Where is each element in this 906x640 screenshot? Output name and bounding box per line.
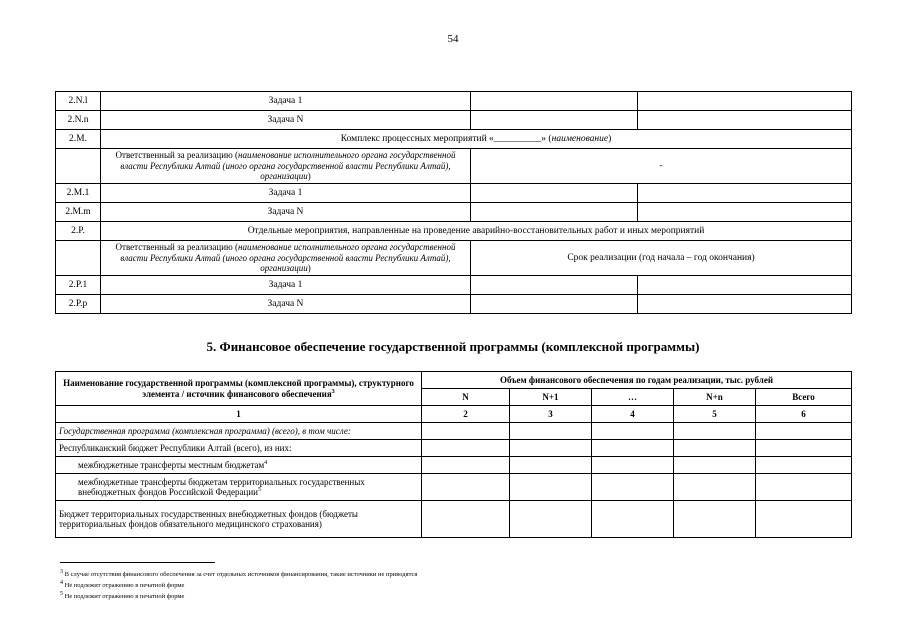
label-text: ) <box>307 263 311 274</box>
row-label: Задача 1 <box>101 184 471 203</box>
row-code: 2.M. <box>56 130 101 149</box>
empty-cell <box>592 440 674 457</box>
empty-cell <box>471 295 638 314</box>
empty-cell <box>592 501 674 538</box>
header-row <box>56 372 852 389</box>
empty-cell <box>592 474 674 501</box>
label-italic: наименование исполнительного органа государственной власти Республики Алтай (иного органа государственной власти Республики Алтай), организации <box>120 150 456 182</box>
empty-cell <box>674 474 756 501</box>
responsible-value: - <box>471 149 852 184</box>
responsible-cell <box>101 241 471 276</box>
row-label: Республиканский бюджет Республики Алтай (всего), из них: <box>56 440 422 457</box>
program-structure-table <box>55 91 852 314</box>
empty-cell <box>592 457 674 474</box>
label-text: ) <box>307 171 311 182</box>
footnote-divider <box>60 562 215 563</box>
table-row <box>56 474 852 501</box>
empty-cell <box>674 440 756 457</box>
row-label-cell <box>56 474 422 501</box>
row-label: Задача 1 <box>101 276 471 295</box>
table-row <box>56 423 852 440</box>
empty-cell <box>422 457 510 474</box>
year-col-header: N+1 <box>510 389 592 406</box>
column-number: 1 <box>56 406 422 423</box>
footnote-text: Не подлежит отражению в печатной форме <box>64 593 185 600</box>
empty-cell <box>471 184 638 203</box>
table-row <box>56 184 852 203</box>
empty-cell <box>510 423 592 440</box>
header-volume: Объем финансового обеспечения по годам реализации, тыс. рублей <box>422 372 852 389</box>
row-label: межбюджетные трансферты местным бюджетам <box>78 459 265 470</box>
empty-cell <box>510 474 592 501</box>
empty-cell <box>638 276 852 295</box>
row-code: 2.P.p <box>56 295 101 314</box>
column-number: 3 <box>510 406 592 423</box>
label-italic: наименование исполнительного органа государственной власти Республики Алтай (иного органа государственной власти Республики Алтай), организации <box>120 242 456 274</box>
label-text: Ответственный за реализацию ( <box>115 150 239 161</box>
empty-cell <box>422 440 510 457</box>
footnote-ref: 4 <box>264 459 268 466</box>
empty-cell <box>510 457 592 474</box>
year-col-header: N+n <box>674 389 756 406</box>
table-row <box>56 440 852 457</box>
row-code: 2.N.n <box>56 111 101 130</box>
empty-cell <box>422 501 510 538</box>
complex-measures-header <box>101 130 852 149</box>
empty-cell <box>422 423 510 440</box>
empty-cell <box>471 276 638 295</box>
total-col-header: Всего <box>756 389 852 406</box>
table-row <box>56 295 852 314</box>
label-text: Комплекс процессных мероприятий «__________» ( <box>340 134 552 144</box>
row-label: Задача N <box>101 111 471 130</box>
empty-cell <box>638 295 852 314</box>
empty-cell <box>471 92 638 111</box>
row-code: 2.M.1 <box>56 184 101 203</box>
footnote <box>60 591 417 602</box>
table-row <box>56 241 852 276</box>
financing-table <box>55 371 852 538</box>
column-number: 2 <box>422 406 510 423</box>
row-code: 2.N.l <box>56 92 101 111</box>
label-italic: наименование <box>551 134 609 144</box>
row-label-cell <box>56 457 422 474</box>
year-col-header: … <box>592 389 674 406</box>
footnote-ref: 3 <box>331 388 335 395</box>
empty-cell <box>674 501 756 538</box>
empty-cell <box>56 241 101 276</box>
empty-cell <box>756 423 852 440</box>
footnotes <box>60 569 417 602</box>
row-code: 2.P. <box>56 222 101 241</box>
column-number: 6 <box>756 406 852 423</box>
row-label: Задача 1 <box>101 92 471 111</box>
row-label: Задача N <box>101 295 471 314</box>
table-row <box>56 149 852 184</box>
header-name-cell <box>56 372 422 406</box>
empty-cell <box>510 501 592 538</box>
page-number: 54 <box>447 33 459 45</box>
row-code: 2.M.m <box>56 203 101 222</box>
year-col-header: N <box>422 389 510 406</box>
table-row <box>56 130 852 149</box>
separate-measures-header: Отдельные мероприятия, направленные на проведение аварийно-восстановительных работ и иных мероприятий <box>101 222 852 241</box>
empty-cell <box>638 203 852 222</box>
empty-cell <box>756 501 852 538</box>
footnote-number: 3 <box>60 568 63 575</box>
table-row <box>56 92 852 111</box>
empty-cell <box>674 457 756 474</box>
empty-cell <box>674 423 756 440</box>
empty-cell <box>56 149 101 184</box>
row-code: 2.P.1 <box>56 276 101 295</box>
footnote <box>60 569 417 580</box>
empty-cell <box>638 92 852 111</box>
empty-cell <box>471 111 638 130</box>
footnote-text: В случае отсутствия финансового обеспечения за счет отдельных источников финансирования, такие источники не приводятся <box>64 571 418 578</box>
empty-cell <box>756 440 852 457</box>
table-row <box>56 203 852 222</box>
footnote <box>60 580 417 591</box>
row-label: Бюджет территориальных государственных внебюджетных фондов (бюджеты территориальных фондов обязательного медицинского страхования) <box>56 501 422 538</box>
table-row <box>56 222 852 241</box>
column-number-row <box>56 406 852 423</box>
empty-cell <box>756 457 852 474</box>
empty-cell <box>510 440 592 457</box>
column-number: 4 <box>592 406 674 423</box>
row-label: Задача N <box>101 203 471 222</box>
empty-cell <box>592 423 674 440</box>
footnote-number: 4 <box>60 579 63 586</box>
empty-cell <box>471 203 638 222</box>
column-number: 5 <box>674 406 756 423</box>
row-label: Государственная программа (комплексная программа) (всего), в том числе: <box>56 423 422 440</box>
table-row <box>56 111 852 130</box>
header-name: Наименование государственной программы (комплексной программы), структурного элемента / источник финансового обеспечения <box>63 378 414 399</box>
table-row <box>56 457 852 474</box>
responsible-value: Срок реализации (год начала – год окончания) <box>471 241 852 276</box>
row-label: межбюджетные трансферты бюджетам территориальных государственных внебюджетных фондов Российской Федерации <box>78 476 365 497</box>
table-row <box>56 276 852 295</box>
footnote-number: 5 <box>60 590 63 597</box>
empty-cell <box>638 184 852 203</box>
empty-cell <box>422 474 510 501</box>
footnote-text: Не подлежит отражению в печатной форме <box>64 582 185 589</box>
responsible-cell <box>101 149 471 184</box>
section-title: 5. Финансовое обеспечение государственной программы (комплексной программы) <box>206 339 700 354</box>
label-text: ) <box>608 134 612 144</box>
footnote-ref: 5 <box>257 487 261 493</box>
empty-cell <box>756 474 852 501</box>
empty-cell <box>638 111 852 130</box>
table-row <box>56 501 852 538</box>
label-text: Ответственный за реализацию ( <box>115 242 239 253</box>
